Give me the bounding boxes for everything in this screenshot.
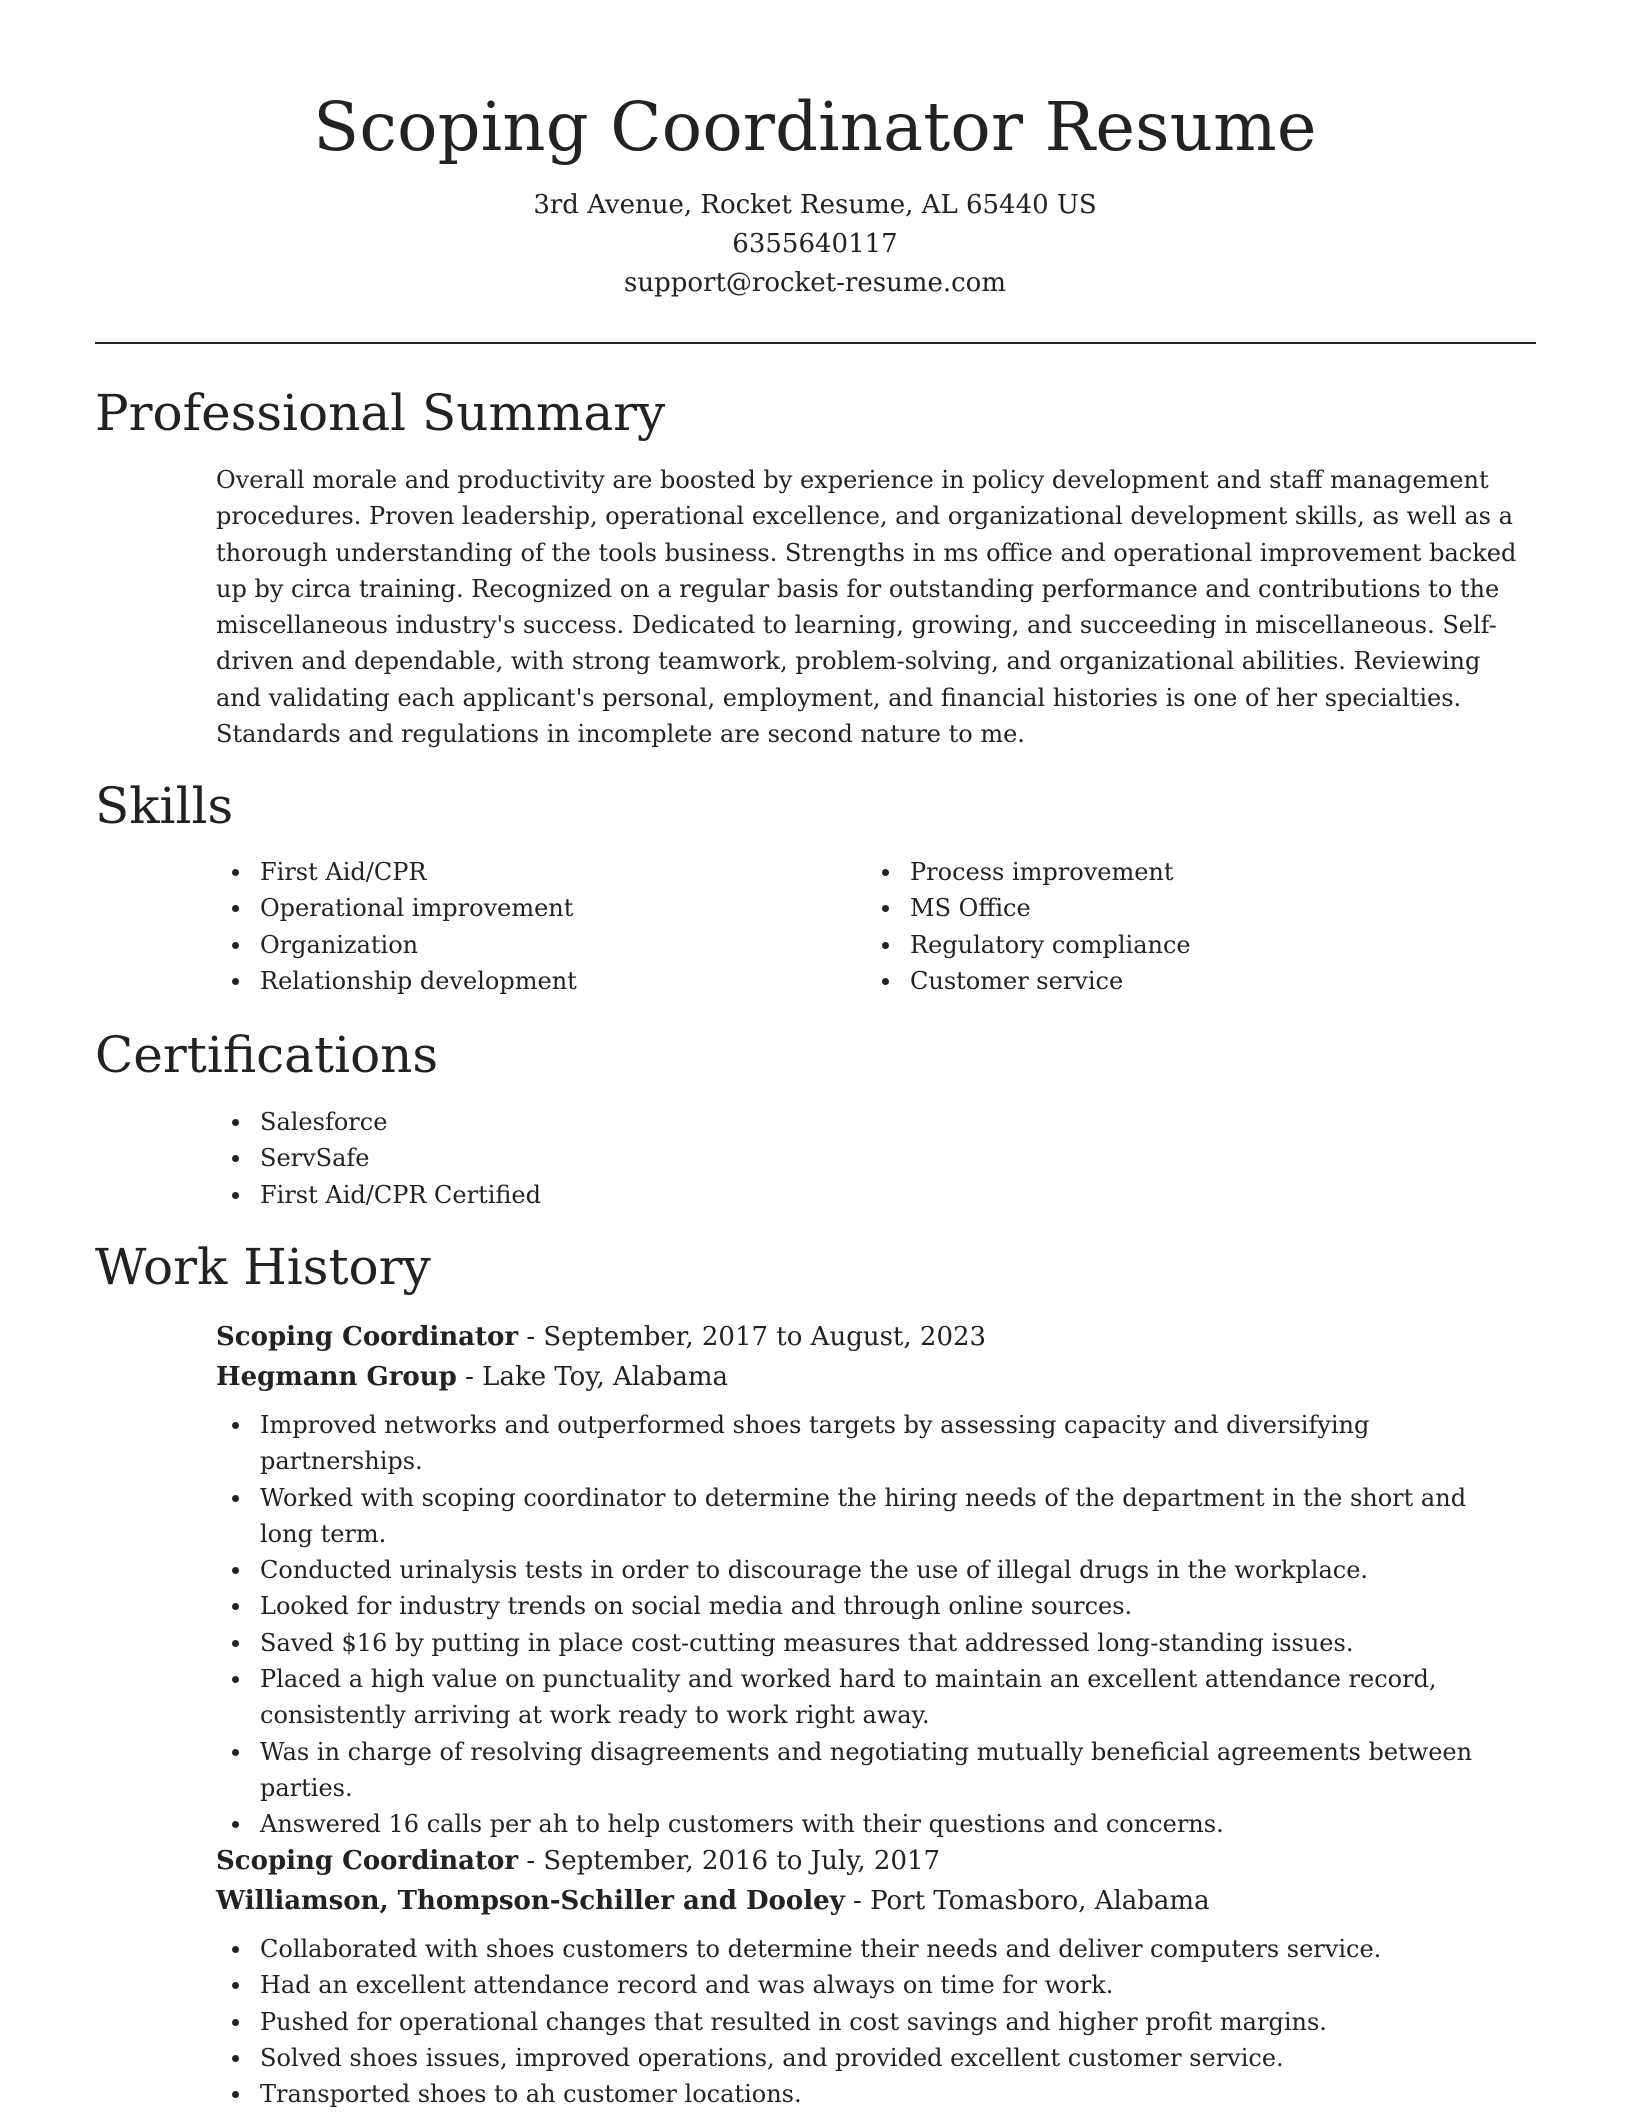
- skills-list-right: [866, 854, 1466, 999]
- job-title: Scoping Coordinator: [216, 1322, 519, 1352]
- skill-item: Organization: [216, 927, 816, 963]
- separator: -: [853, 1886, 871, 1916]
- job-company: Hegmann Group: [216, 1362, 457, 1392]
- job-title-line: [216, 1841, 1526, 1881]
- job-bullets: [216, 1407, 1526, 1843]
- certification-item: ServSafe: [216, 1140, 1016, 1176]
- job-bullet: Was in charge of resolving disagreements and negotiating mutually beneficial agreements between parties.: [216, 1734, 1526, 1807]
- phone: 6355640117: [732, 229, 898, 259]
- job-company: Williamson, Thompson-Schiller and Dooley: [216, 1886, 845, 1916]
- job-entry: [216, 1841, 1526, 2112]
- job-entry: [216, 1317, 1526, 1843]
- job-bullet: Looked for industry trends on social media and through online sources.: [216, 1588, 1526, 1624]
- certifications-heading: Certifications: [95, 1026, 439, 1084]
- skill-item: Operational improvement: [216, 890, 816, 926]
- job-bullet: Collaborated with shoes customers to determine their needs and deliver computers service.: [216, 1931, 1526, 1967]
- work-history-heading: Work History: [95, 1238, 431, 1296]
- job-bullet: Answered 16 calls per ah to help customers with their questions and concerns.: [216, 1806, 1526, 1842]
- separator: -: [526, 1322, 544, 1352]
- job-bullet: Pushed for operational changes that resulted in cost savings and higher profit margins.: [216, 2004, 1526, 2040]
- summary-heading: Professional Summary: [95, 384, 666, 442]
- job-dates: September, 2016 to July, 2017: [543, 1846, 941, 1876]
- certification-item: First Aid/CPR Certified: [216, 1177, 1016, 1213]
- job-bullet: Improved networks and outperformed shoes targets by assessing capacity and diversifying partnerships.: [216, 1407, 1526, 1480]
- job-bullet: Saved $16 by putting in place cost-cutting measures that addressed long-standing issues.: [216, 1625, 1526, 1661]
- skill-item: Customer service: [866, 963, 1466, 999]
- job-company-line: [216, 1357, 1526, 1397]
- job-title-line: [216, 1317, 1526, 1357]
- skill-item: Process improvement: [866, 854, 1466, 890]
- skills-heading: Skills: [95, 777, 234, 835]
- separator: -: [465, 1362, 483, 1392]
- separator: -: [526, 1846, 544, 1876]
- resume-header: [95, 84, 1535, 303]
- job-bullet: Conducted urinalysis tests in order to discourage the use of illegal drugs in the workplace.: [216, 1552, 1526, 1588]
- job-bullet: Solved shoes issues, improved operations, and provided excellent customer service.: [216, 2040, 1526, 2076]
- skill-item: MS Office: [866, 890, 1466, 926]
- address: 3rd Avenue, Rocket Resume, AL 65440 US: [533, 190, 1097, 220]
- job-title: Scoping Coordinator: [216, 1846, 519, 1876]
- skill-item: Regulatory compliance: [866, 927, 1466, 963]
- job-location: Lake Toy, Alabama: [482, 1362, 728, 1392]
- job-bullet: Worked with scoping coordinator to determine the hiring needs of the department in the short and long term.: [216, 1480, 1526, 1553]
- skills-list-left: [216, 854, 816, 999]
- job-bullet: Placed a high value on punctuality and worked hard to maintain an excellent attendance record, consistently arriving at work ready to work right away.: [216, 1661, 1526, 1734]
- header-divider: [95, 342, 1536, 344]
- resume-title: Scoping Coordinator Resume: [313, 88, 1317, 166]
- skill-item: Relationship development: [216, 963, 816, 999]
- job-bullet: Transported shoes to ah customer locations.: [216, 2076, 1526, 2112]
- certification-item: Salesforce: [216, 1104, 1016, 1140]
- job-dates: September, 2017 to August, 2023: [543, 1322, 987, 1352]
- certifications-list: [216, 1104, 1016, 1213]
- job-company-line: [216, 1881, 1526, 1921]
- job-bullets: [216, 1931, 1526, 2112]
- job-location: Port Tomasboro, Alabama: [870, 1886, 1210, 1916]
- summary-text: Overall morale and productivity are boosted by experience in policy development and staff management procedures. Proven leadership, operational excellence, and organizational development skills, as well as a thorough understanding of the tools business. Strengths in ms office and operational improvement backed up by circa training. Recognized on a regular basis for outstanding performance and contributions to the miscellaneous industry's success. Dedicated to learning, growing, and succeeding in miscellaneous. Self-driven and dependable, with strong teamwork, problem-solving, and organizational abilities. Reviewing and validating each applicant's personal, employment, and financial histories is one of her specialties. Standards and regulations in incomplete are second nature to me.: [216, 466, 1517, 749]
- skill-item: First Aid/CPR: [216, 854, 816, 890]
- contact-info: [95, 186, 1535, 303]
- email: support@rocket-resume.com: [623, 268, 1006, 298]
- job-bullet: Had an excellent attendance record and was always on time for work.: [216, 1967, 1526, 2003]
